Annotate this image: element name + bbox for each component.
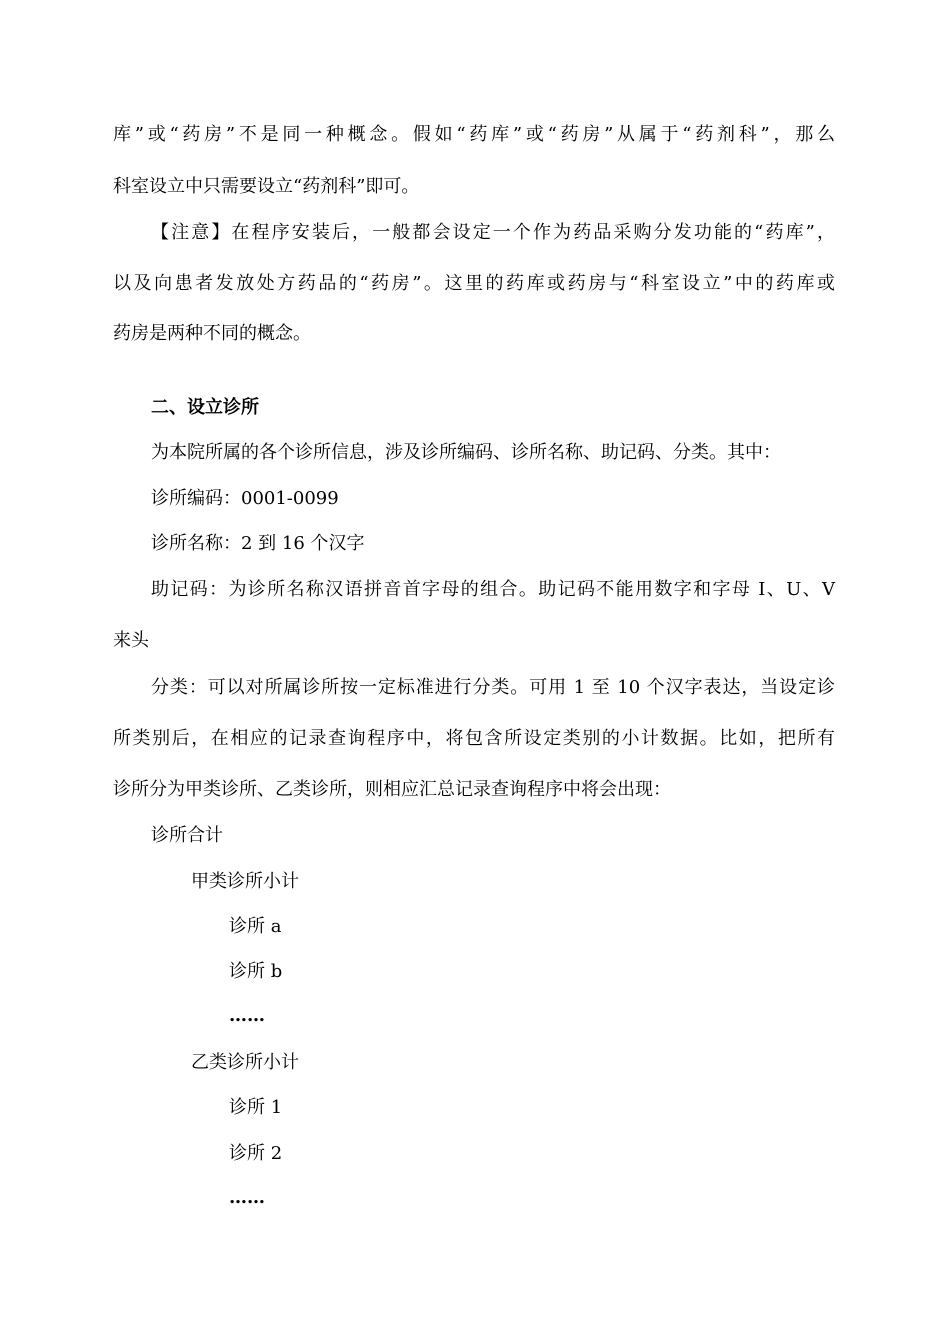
paragraph-line: 库”或“药房”不是同一种概念。假如“药库”或“药房”从属于“药剂科”，那么 xyxy=(113,124,835,145)
tree-ellipsis: …… xyxy=(229,1187,265,1208)
note-line: 药房是两种不同的概念。 xyxy=(113,323,311,344)
tree-item: 诊所 2 xyxy=(229,1143,283,1164)
section-heading: 二、设立诊所 xyxy=(151,397,259,418)
category-line: 诊所分为甲类诊所、乙类诊所，则相应汇总记录查询程序中将会出现： xyxy=(113,779,671,800)
mnemonic-line: 助记码：为诊所名称汉语拼音首字母的组合。助记码不能用数字和字母 I、U、V xyxy=(151,579,835,600)
paragraph-line: 科室设立中只需要设立“药剂科”即可。 xyxy=(113,176,420,197)
intro-line: 为本院所属的各个诊所信息，涉及诊所编码、诊所名称、助记码、分类。其中： xyxy=(151,442,781,463)
note-line: 【注意】在程序安装后，一般都会设定一个作为药品采购分发功能的“药库”， xyxy=(151,222,835,243)
category-line: 所类别后，在相应的记录查询程序中，将包含所设定类别的小计数据。比如，把所有 xyxy=(113,728,835,749)
name-line: 诊所名称：2 到 16 个汉字 xyxy=(151,533,365,554)
tree-item: 诊所 a xyxy=(229,916,282,937)
mnemonic-line: 来头 xyxy=(113,630,149,651)
tree-ellipsis: …… xyxy=(229,1005,265,1026)
tree-group-label: 甲类诊所小计 xyxy=(191,871,299,892)
tree-item: 诊所 b xyxy=(229,961,283,982)
note-line: 以及向患者发放处方药品的“药房”。这里的药库或药房与“科室设立”中的药库或 xyxy=(113,273,835,294)
code-line: 诊所编码：0001-0099 xyxy=(151,488,339,509)
tree-total: 诊所合计 xyxy=(151,825,223,846)
tree-item: 诊所 1 xyxy=(229,1097,283,1118)
category-line: 分类：可以对所属诊所按一定标准进行分类。可用 1 至 10 个汉字表达，当设定诊 xyxy=(151,677,835,698)
tree-group-label: 乙类诊所小计 xyxy=(191,1052,299,1073)
